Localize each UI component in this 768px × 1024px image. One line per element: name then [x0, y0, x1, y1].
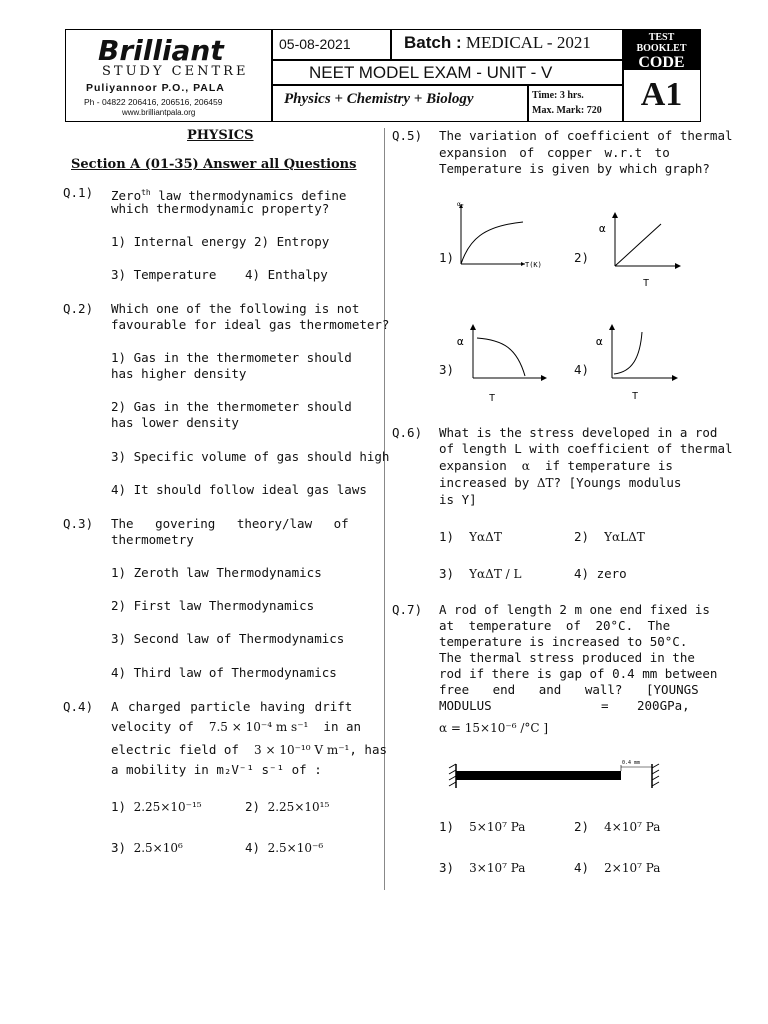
option: 4) zero [574, 566, 627, 581]
question-text: The variation of coefficient of thermal [439, 128, 733, 143]
question-text: thermometry [111, 532, 194, 547]
question-text: is Y] [439, 492, 477, 507]
question-text: Temperature is given by which graph? [439, 161, 710, 176]
option: 1) Zeroth law Thermodynamics [111, 565, 322, 580]
test-booklet-code: TEST BOOKLET CODE [623, 30, 700, 70]
option: 4) Enthalpy [245, 267, 328, 282]
option: 4) 2.5×10⁻⁶ [245, 840, 324, 855]
svg-text:T: T [632, 391, 639, 402]
question-text: The govering theory/law of [111, 516, 349, 531]
subjects: Physics + Chemistry + Biology [284, 91, 474, 107]
question-text: expansion of copper w.r.t to [439, 145, 670, 160]
question-number: Q.2) [63, 301, 94, 316]
question-number: Q.3) [63, 516, 94, 531]
brilliant-logo [66, 30, 271, 121]
svg-text:T: T [489, 393, 496, 404]
question-text: MODULUS [439, 698, 492, 713]
divider [271, 84, 622, 86]
question-number: Q.7) [392, 602, 423, 617]
brand-name: Brilliant [98, 34, 224, 67]
question-text: which thermodynamic property? [111, 201, 330, 216]
study-centre: STUDY CENTRE [102, 64, 249, 79]
divider [271, 59, 622, 61]
svg-text:αₑ: αₑ [457, 201, 465, 208]
question-text: 200GPa, [637, 698, 690, 713]
option: has lower density [111, 415, 239, 430]
column-divider [384, 128, 385, 890]
section-subtitle: Section A (01-35) Answer all Questions [71, 157, 357, 172]
option: 4) [574, 362, 590, 377]
option: 2) 2.25×10¹⁵ [245, 799, 330, 814]
option: 3) [439, 362, 455, 377]
divider [271, 30, 273, 121]
option: 3) Temperature [111, 267, 217, 282]
option: 2) Gas in the thermometer should [111, 399, 352, 414]
option: 3) 2.5×10⁶ [111, 840, 183, 855]
option: 4) 2×10⁷ Pa [574, 860, 661, 875]
exam-date: 05-08-2021 [279, 36, 351, 52]
question-text: at temperature of 20°C. The [439, 618, 671, 633]
question-number: Q.4) [63, 699, 94, 714]
question-number: Q.5) [392, 128, 423, 143]
code-value: A1 [640, 76, 683, 113]
place: Puliyannoor P.O., PALA [86, 82, 225, 94]
option: 1) 2.25×10⁻¹⁵ [111, 799, 202, 814]
section-title: PHYSICS [187, 128, 254, 143]
phone: Ph - 04822 206416, 206516, 206459 [84, 97, 223, 107]
divider [390, 30, 392, 60]
question-text: velocity of 7.5 × 10⁻⁴ m s⁻¹ in an [111, 719, 362, 734]
question-text: expansion α if temperature is [439, 458, 673, 473]
option: 3) Specific volume of gas should high [111, 449, 390, 464]
question-number: Q.1) [63, 185, 94, 200]
question-text: Which one of the following is not [111, 301, 360, 316]
option: 2) First law Thermodynamics [111, 598, 315, 613]
question-number: Q.6) [392, 425, 423, 440]
question-text: rod if there is gap of 0.4 mm between [439, 666, 718, 681]
svg-text:α: α [457, 335, 464, 348]
svg-text:α: α [599, 222, 606, 235]
question-text: a mobility in m₂V⁻¹ s⁻¹ of : [111, 762, 322, 777]
option: 3) Second law of Thermodynamics [111, 631, 345, 646]
question-text: temperature is increased to 50°C. [439, 634, 688, 649]
rod-diagram [446, 756, 676, 792]
option: 2) YαLΔT [574, 529, 645, 544]
question-text: Zero$^{th}$ law thermodynamics define [111, 188, 347, 204]
option: 2) 4×10⁷ Pa [574, 819, 661, 834]
graph-option-1 [455, 198, 545, 273]
graph-option-3 [455, 322, 550, 407]
option: 4) It should follow ideal gas laws [111, 482, 367, 497]
question-text: The thermal stress produced in the [439, 650, 695, 665]
graph-option-2 [597, 200, 687, 290]
option: 1) YαΔT [439, 529, 502, 544]
question-text: What is the stress developed in a rod [439, 425, 718, 440]
svg-text:α: α [596, 335, 603, 348]
graph-option-4 [594, 322, 684, 407]
svg-text:T(K): T(K) [525, 261, 542, 269]
option: 3) 3×10⁷ Pa [439, 860, 526, 875]
question-text: of length L with coefficient of thermal [439, 441, 733, 456]
exam-header [65, 29, 701, 122]
svg-text:T: T [643, 278, 650, 289]
question-text: electric field of 3 × 10⁻¹⁰ V m⁻¹, has [111, 742, 388, 757]
option: has higher density [111, 366, 247, 381]
website: www.brilliantpala.org [122, 108, 196, 117]
question-text: A charged particle having drift [111, 699, 353, 714]
exam-title: NEET MODEL EXAM - UNIT - V [309, 63, 553, 82]
option: 3) YαΔT / L [439, 566, 522, 581]
option: 1) [439, 250, 455, 265]
question-text: increased by ΔT? [Youngs modulus [439, 475, 682, 490]
option: 1) 5×10⁷ Pa [439, 819, 526, 834]
question-text: = [601, 698, 609, 713]
question-text: free end and wall? [YOUNGS [439, 682, 699, 697]
divider [527, 84, 529, 121]
question-text: favourable for ideal gas thermometer? [111, 317, 390, 332]
question-text: A rod of length 2 m one end fixed is [439, 602, 710, 617]
question-text: α = 15×10⁻⁶ /°C ] [439, 721, 549, 735]
time-mark: Time: 3 hrs. Max. Mark: 720 [532, 90, 602, 116]
option: 4) Third law of Thermodynamics [111, 665, 337, 680]
batch: Batch : MEDICAL - 2021 [404, 33, 591, 52]
option: 1) Internal energy 2) Entropy [111, 234, 330, 249]
option: 1) Gas in the thermometer should [111, 350, 352, 365]
option: 2) [574, 250, 590, 265]
svg-text:0.4 mm: 0.4 mm [622, 760, 641, 766]
